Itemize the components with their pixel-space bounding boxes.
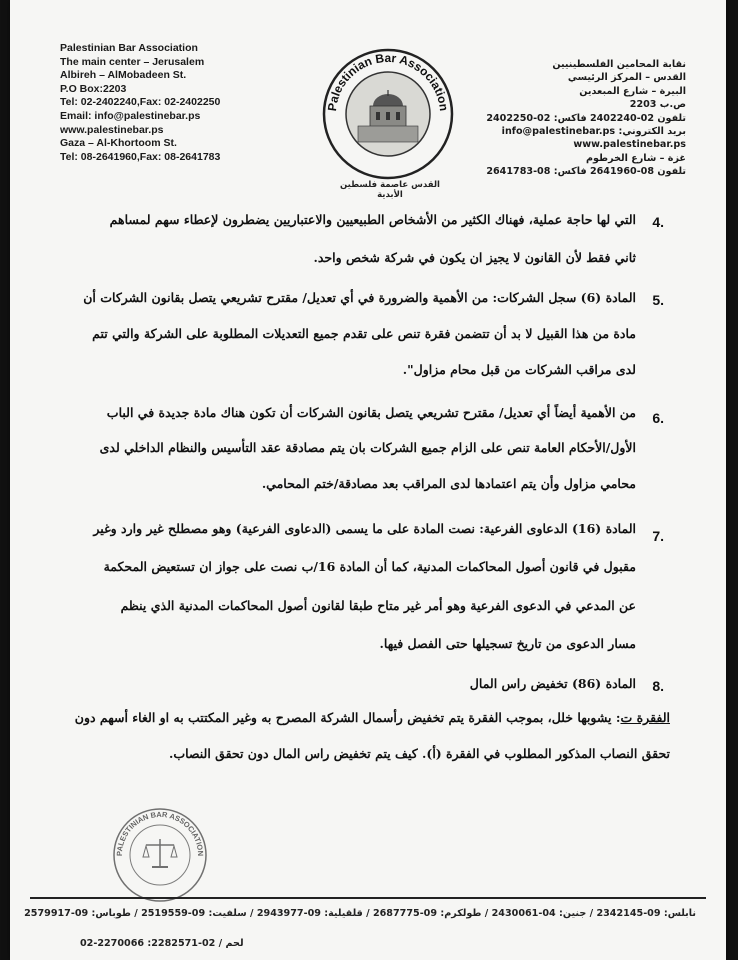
document-page	[10, 0, 726, 960]
logo-text: Palestinian Bar Association	[324, 50, 451, 112]
item-line: مادة من هذا القبيل لا بد أن تتضمن فقرة تنص على تقدم جميع التعديلات المطلوبة على الشركة والتي تتم	[92, 326, 636, 341]
footer-contacts: نابلس: 09-2342145 / جنين: 04-2430061 / طولكرم: 09-2687775 / قلقيلية: 09-2943977 / سلفيت: 09-2519559 / طوباس: 09-2579917	[24, 908, 696, 919]
item-number: 5.	[652, 292, 664, 308]
item-line: لدى مراقب الشركات من قبل محام مزاول".	[402, 362, 636, 377]
item-number: 7.	[652, 528, 664, 544]
letterhead-line: Gaza – Al-Khortoom St.	[60, 137, 177, 150]
closing-line	[30, 710, 670, 725]
footer-divider	[30, 897, 706, 899]
letterhead-line: بريد الكتروني: info@palestinebar.ps	[501, 126, 686, 138]
closing-text: : يشوبها خلل، بموجب الفقرة يتم تخفيض رأسمال الشركة المصرح به وغير المكتتب به او الغاء أسهم دون	[74, 710, 621, 725]
letterhead-line: www.palestinebar.ps	[573, 139, 686, 151]
letterhead-line: نقابة المحامين الفلسطينيين	[552, 59, 686, 70]
letterhead-arabic	[466, 58, 686, 179]
letterhead-line: ص.ب 2203	[629, 99, 686, 111]
item-line: عن المدعي في الدعوى الفرعية وهو أمر غير متاح طبقا لقانون أصول المحاكمات المدنية الذي ينظم	[120, 598, 636, 613]
letterhead-line: القدس – المركز الرئيسي	[567, 72, 686, 84]
letterhead-english	[60, 42, 320, 164]
item-line: المادة (6) سجل الشركات: من الأهمية والضرورة في أي تعديل/ مقترح تشريعي يتصل بقانون الشركات أن	[83, 290, 636, 305]
letterhead-line: Tel: 08-2641960,Fax: 08-2641783	[60, 150, 221, 163]
letterhead-line: The main center – Jerusalem	[60, 55, 205, 68]
item-line: مقبول في قانون أصول المحاكمات المدنية، كما أن المادة 16/ب نصت على جواز ان تستعيض المحكمة	[103, 559, 636, 574]
letterhead-line: تلفون 02-2402240 فاكس: 02-2402250	[486, 112, 686, 124]
item-number: 6.	[652, 410, 664, 426]
item-line: الأول/الأحكام العامة تنص على الزام جميع الشركات بان يتم مصادقة عقد التأسيس والنظام الداخلي لدى	[99, 440, 636, 455]
stamp-text: PALESTINIAN BAR ASSOCIATION	[114, 809, 206, 857]
closing-line: تحقق النصاب المذكور المطلوب في الفقرة (أ). كيف يتم تخفيض راس المال دون تحقق النصاب.	[168, 746, 670, 761]
letterhead-line: Email: info@palestinebar.ps	[60, 109, 201, 122]
footer-contacts-2: 02-2270066 :لحم / 02-2282571	[80, 938, 244, 949]
association-logo	[318, 40, 458, 180]
item-number: 4.	[652, 214, 664, 230]
letterhead-line: www.palestinebar.ps	[60, 123, 164, 136]
item-line: من الأهمية أيضاً أي تعديل/ مقترح تشريعي يتصل بقانون الشركات أن تكون هناك مادة جديدة في الباب	[106, 405, 636, 420]
letterhead-line: Palestinian Bar Association	[60, 42, 198, 54]
logo-caption: القدس عاصمة فلسطين الأبدية	[340, 180, 440, 200]
item-line: مسار الدعوى من تاريخ تسجيلها حتى الفصل فيها.	[379, 636, 636, 651]
closing-label: الفقرة ت	[620, 710, 670, 725]
letterhead-line: تلفون 08-2641960 فاكس: 08-2641783	[486, 166, 686, 178]
letterhead-line: البيرة – شارع المبعدين	[579, 85, 686, 97]
item-line: التي لها حاجة عملية، فهناك الكثير من الأشخاص الطبيعيين والاعتباريين يضطرون لإعطاء سهم لمساهم	[109, 212, 636, 227]
letterhead-line: Tel: 02-2402240,Fax: 02-2402250	[60, 96, 221, 109]
letterhead-line: غزة – شارع الخرطوم	[586, 152, 686, 164]
item-line: المادة (86) تخفيض راس المال	[469, 676, 636, 691]
item-line: المادة (16) الدعاوى الفرعية: نصت المادة على ما يسمى (الدعاوى الفرعية) وهو مصطلح غير وارد وغير	[93, 521, 636, 536]
association-stamp	[110, 805, 210, 905]
item-number: 8.	[652, 678, 664, 694]
item-line: ثاني فقط لأن القانون لا يجيز ان يكون في شركة شخص واحد.	[313, 250, 636, 265]
letterhead-line: Albireh – AlMobadeen St.	[60, 69, 187, 82]
item-line: محامي مزاول وأن يتم اعتمادها لدى المراقب بعد مصادقة/ختم المحامي.	[261, 476, 636, 491]
letterhead-line: P.O Box:2203	[60, 82, 127, 95]
